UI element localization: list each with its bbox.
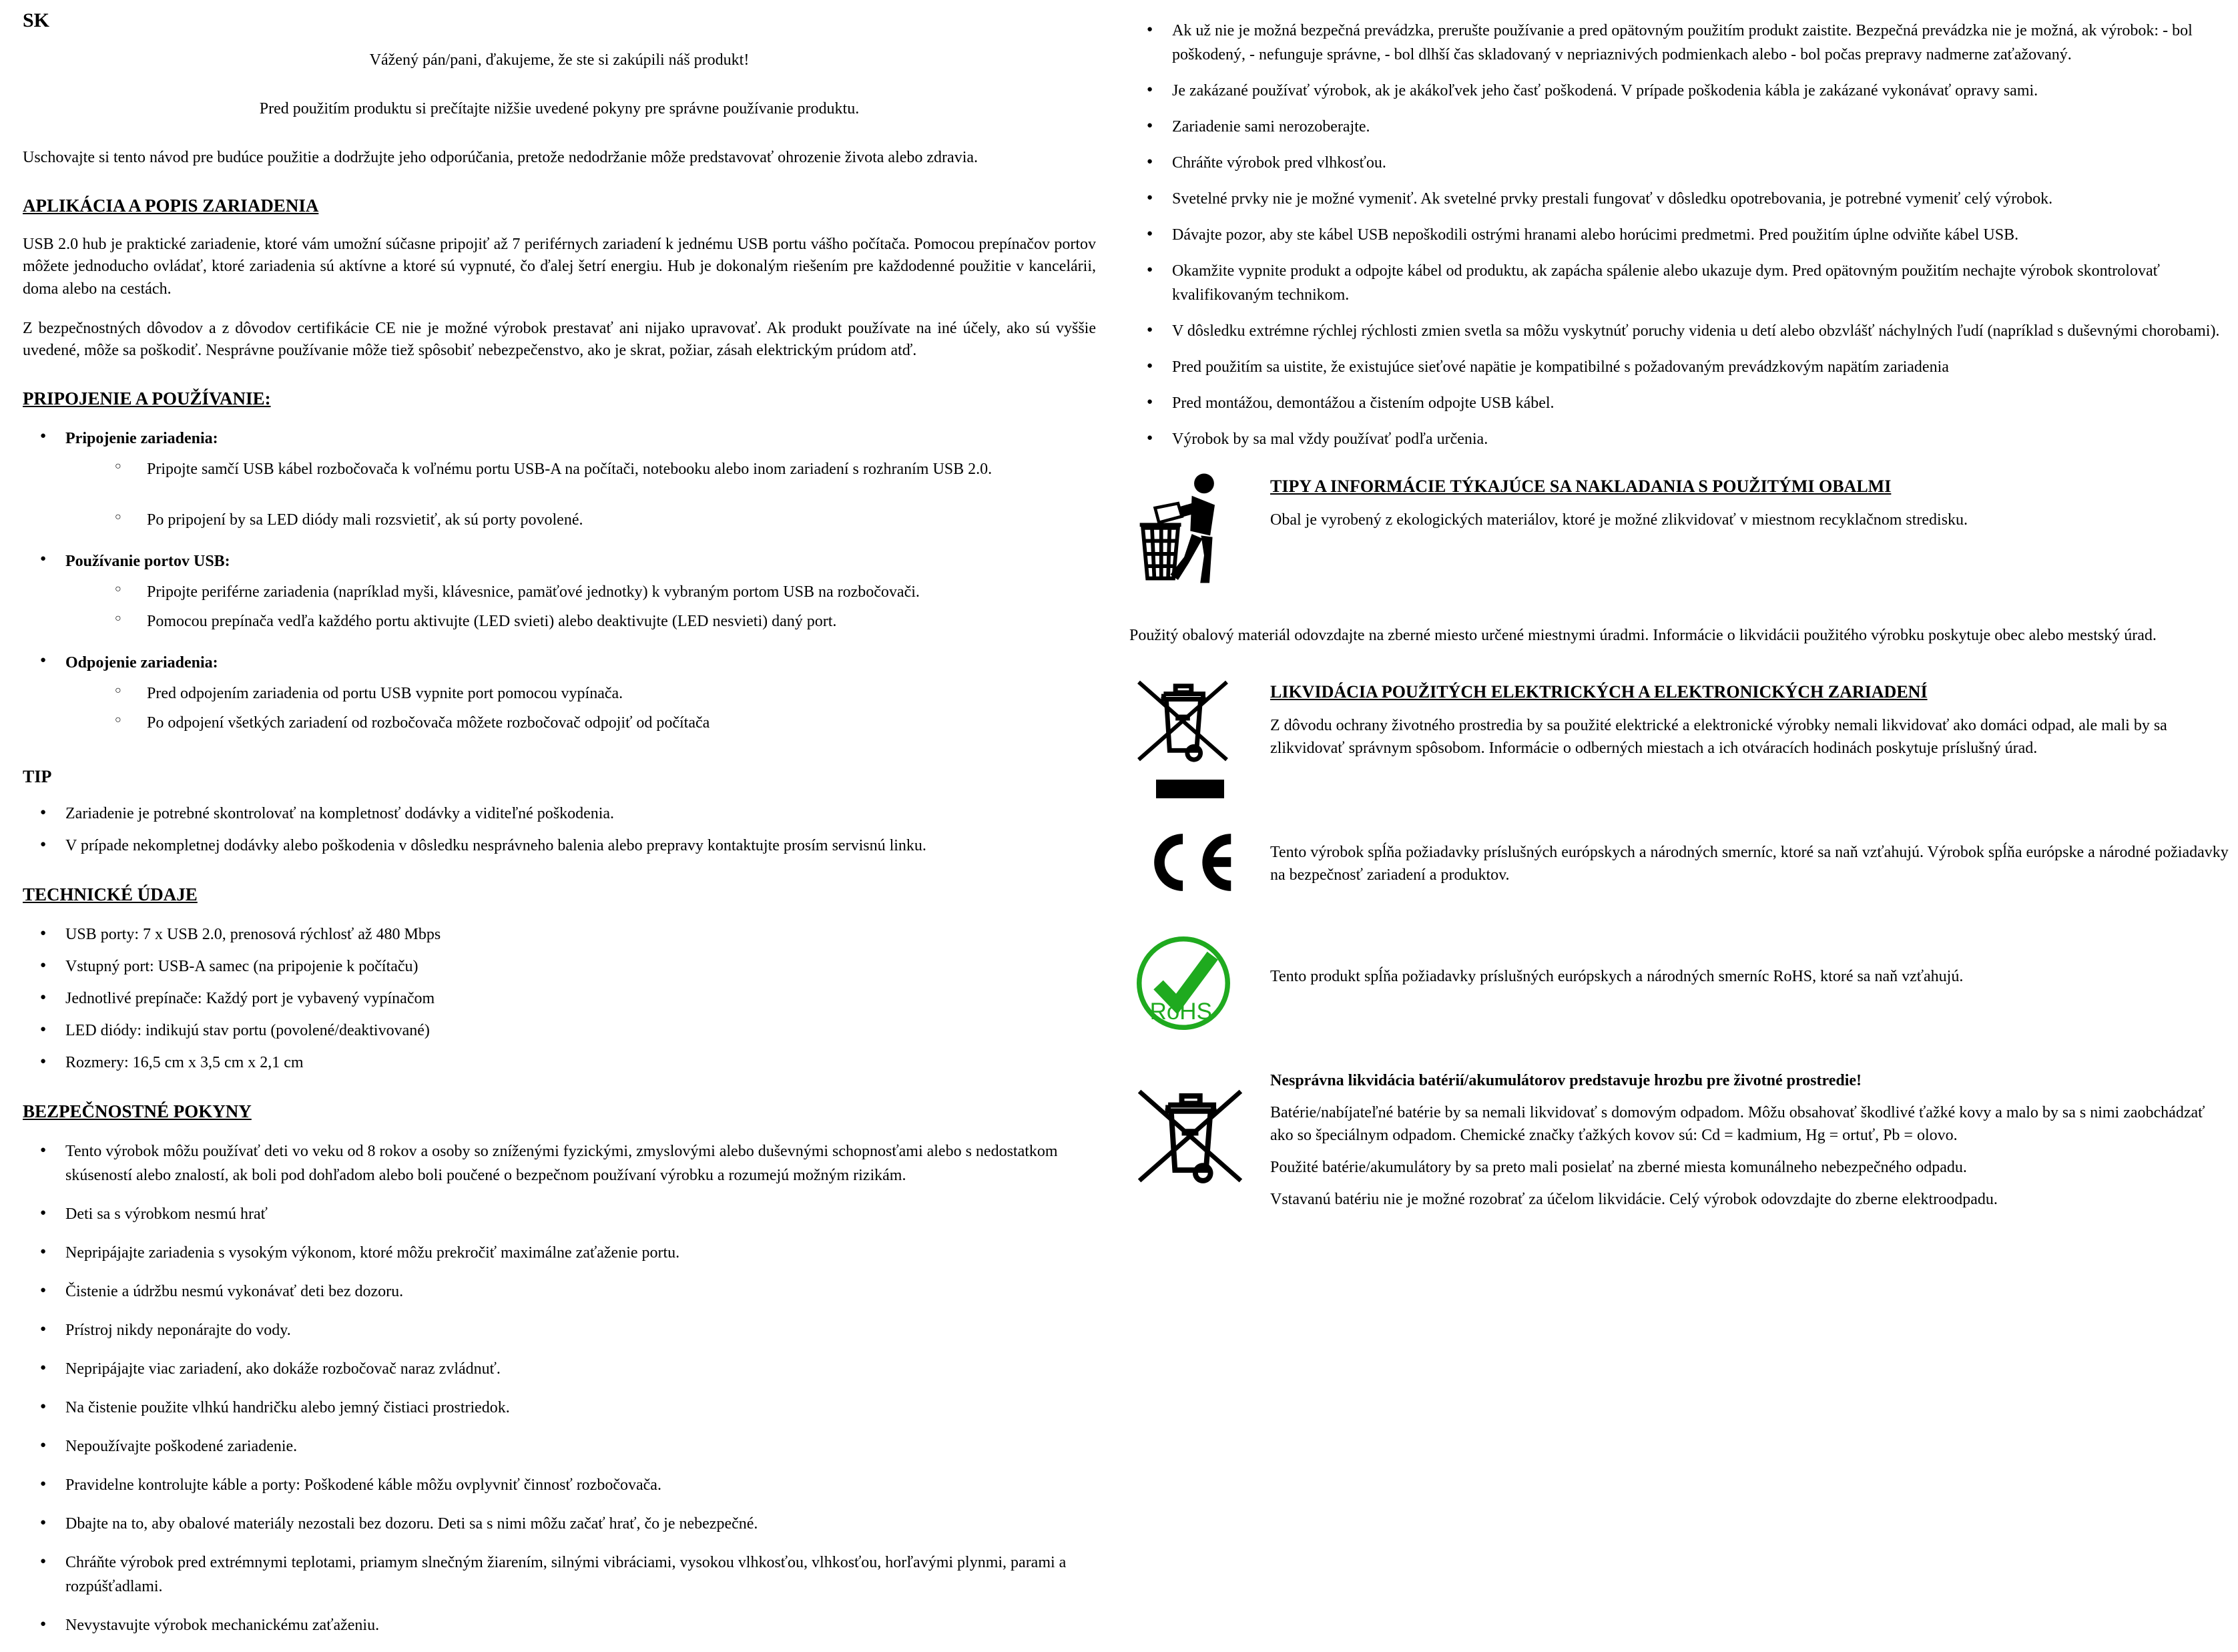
list-item: ● Nepripájajte viac zariadení, ako dokáže rozbočovač naraz zvládnuť. [23,1357,1096,1381]
rohs-text [1270,933,2229,995]
list-item: ● Výrobok by sa mal vždy používať podľa určenia. [1129,427,2229,451]
rohs-label: RoHS [1149,998,1212,1025]
packaging-text [1270,471,2229,538]
language-code: SK [23,9,50,31]
packaging-section [1129,471,2229,586]
connection-group [23,427,1096,532]
weee-section [1129,677,2229,798]
intro-keep-manual: Uschovajte si tento návod pre budúce použitie a dodržujte jeho odporúčania, pretože nedodržanie môže predstavovať ohrozenie života alebo zdravia. [23,149,978,167]
weee-text [1270,677,2229,766]
list-item: ● Pred montážou, demontážou a čistením odpojte USB kábel. [1129,391,2229,415]
connection-group-label: ● Používanie portov USB: [65,552,230,570]
battery-paragraph-3: Vstavanú batériu nie je možné rozobrať za účelom likvidácie. Celý výrobok odovzdajte do zberne elektroodpadu. [1270,1191,1998,1209]
list-item: ● Svetelné prvky nie je možné vymeniť. Ak svetelné prvky prestali fungovať v dôsledku opotrebovania, je potrebné vymeniť celý výrobok. [1129,187,2229,211]
list-item: ● Deti sa s výrobkom nesmú hrať [23,1202,1096,1226]
list-item: ● Nepoužívajte poškodené zariadenie. [23,1434,1096,1458]
list-item: ● Dávajte pozor, aby ste kábel USB nepoškodili ostrými hranami alebo horúcimi predmetmi. Pred použitím úplne odviňte kábel USB. [1129,223,2229,247]
weee-title: LIKVIDÁCIA POUŽITÝCH ELEKTRICKÝCH A ELEKTRONICKÝCH ZARIADENÍ [1270,682,1928,702]
list-item: ● Pravidelne kontrolujte káble a porty: Poškodené káble môžu ovplyvniť činnosť rozbočovača. [23,1473,1096,1497]
ce-mark-icon [1133,829,1237,896]
list-item: ● Tento výrobok môžu používať deti vo veku od 8 rokov a osoby so zníženými fyzickými, zmyslovými alebo duševnými schopnosťami alebo s nedostatkom skúseností alebo znalostí, ak boli pod dohľadom alebo boli poučené o bezpečnom používaní výrobku a rozumejú možným rizikám. [23,1139,1096,1187]
list-item: ● LED diódy: indikujú stav portu (povolené/deaktivované) [23,1019,1096,1043]
list-item: ● Vstupný port: USB-A samec (na pripojenie k počítaču) [23,954,1096,979]
connection-group-label: ● Odpojenie zariadenia: [65,653,218,671]
connection-sublist [65,457,1096,532]
application-paragraph-2: Z bezpečnostných dôvodov a z dôvodov certifikácie CE nie je možné výrobok prestavať ani nijako upravovať. Ak produkt používate na iné účely, ako sú vyššie uvedené, môže sa poškodiť. Nesprávne používanie môže tiež spôsobiť nebezpečenstvo, ako je skrat, požiar, zásah elektrickým prúdom atď. [23,319,1096,359]
connection-group [23,549,1096,633]
rohs-icon-cell [1129,933,1270,1033]
ce-text [1270,829,2229,893]
connection-sublist [65,580,1096,633]
weee-black-bar [1156,780,1224,798]
battery-title: Nesprávna likvidácia batérií/akumulátorov predstavuje hrozbu pre životné prostredie! [1270,1072,1862,1089]
section-title-application: APLIKÁCIA A POPIS ZARIADENIA [23,196,319,216]
tidyman-icon [1133,471,1233,586]
packaging-body: Obal je vyrobený z ekologických materiálov, ktoré je možné zlikvidovať v miestnom recyklačnom stredisku. [1270,511,1968,529]
battery-paragraph-2: Použité batérie/akumulátory by sa preto mali posielať na zberné miesta komunálneho nebezpečného odpadu. [1270,1159,1967,1177]
list-item: ● Čistenie a údržbu nesmú vykonávať deti bez dozoru. [23,1280,1096,1304]
battery-text [1270,1068,2229,1220]
safety-list-left [23,1139,1096,1637]
list-item: ● Na čistenie použite vlhkú handričku alebo jemný čistiaci prostriedok. [23,1396,1096,1420]
list-item: ○ Pomocou prepínača vedľa každého portu aktivujte (LED svieti) alebo deaktivujte (LED nesvieti) daný port. [65,609,1096,633]
weee-body: Z dôvodu ochrany životného prostredia by sa použité elektrické a elektronické výrobky nemali likvidovať ako domáci odpad, ale mali by sa zlikvidovať správnym spôsobom. Informácie o odberných miestach a ich otváracích hodinách poskytuje príslušný úrad. [1270,716,2167,757]
section-title-safety: BEZPEČNOSTNÉ POKYNY [23,1101,252,1121]
list-item: ● Okamžite vypnite produkt a odpojte kábel od produktu, ak zapácha spálenie alebo ukazuje dym. Pred opätovným použitím nechajte výrobok skontrolovať kvalifikovaným technikom. [1129,259,2229,307]
list-item: ● Prístroj nikdy neponárajte do vody. [23,1318,1096,1342]
connection-sublist [65,681,1096,735]
connection-group-label: ● Pripojenie zariadenia: [65,429,218,447]
packaging-icon-cell [1129,471,1270,586]
list-item: ● V prípade nekompletnej dodávky alebo poškodenia v dôsledku nesprávneho balenia alebo prepravy kontaktujte prosím servisnú linku. [23,834,1096,858]
list-item: ○ Po pripojení by sa LED diódy mali rozsvietiť, ak sú porty povolené. [65,508,1096,532]
list-item: ● Rozmery: 16,5 cm x 3,5 cm x 2,1 cm [23,1051,1096,1075]
intro-thanks: Vážený pán/pani, ďakujeme, že ste si zakúpili náš produkt! [369,51,750,69]
intro-read-instructions: Pred použitím produktu si prečítajte nižšie uvedené pokyny pre správne používanie produktu. [259,100,860,118]
rohs-body: Tento produkt spĺňa požiadavky príslušných európskych a národných smerníc RoHS, ktoré sa naň vzťahujú. [1270,968,1964,985]
list-item: ● Chráňte výrobok pred vlhkosťou. [1129,151,2229,175]
tech-list [23,922,1096,1075]
list-item: ● Nepripájajte zariadenia s vysokým výkonom, ktoré môžu prekročiť maximálne zaťaženie portu. [23,1241,1096,1265]
list-item: ● USB porty: 7 x USB 2.0, prenosová rýchlosť až 480 Mbps [23,922,1096,946]
battery-icon-cell [1129,1068,1270,1187]
list-item: ● Ak už nie je možná bezpečná prevádzka, prerušte používanie a pred opätovným použitím produkt zaistite. Bezpečná prevádzka nie je možná, ak výrobok: - bol poškodený, - nefunguje správne, - bol dlhší čas skladovaný v nepriaznivých podmienkach alebo - bol počas prepravy nadmerne zaťažovaný. [1129,19,2229,67]
list-item: ○ Po odpojení všetkých zariadení od rozbočovača môžete rozbočovač odpojiť od počítača [65,711,1096,735]
tip-list [23,802,1096,858]
list-item: ● Pred použitím sa uistite, že existujúce sieťové napätie je kompatibilné s požadovaným prevádzkovým napätím zariadenia [1129,355,2229,379]
rohs-icon [1133,933,1233,1033]
list-item: ● Zariadenie je potrebné skontrolovať na kompletnosť dodávky a viditeľné poškodenia. [23,802,1096,826]
list-item: ● Nevystavujte výrobok mechanickému zaťaženiu. [23,1613,1096,1637]
list-item: ○ Pripojte periférne zariadenia (napríklad myši, klávesnice, pamäťové jednotky) k vybraným portom USB na rozbočovači. [65,580,1096,604]
section-title-tip: TIP [23,766,52,786]
weee-bin-icon [1133,677,1232,765]
weee-icon-cell [1129,677,1270,798]
packaging-note: Použitý obalový materiál odovzdajte na zberné miesto určené miestnymi úradmi. Informácie o likvidácii použitého výrobku poskytuje obec alebo mestský úrad. [1129,627,2157,644]
list-item: ● Chráňte výrobok pred extrémnymi teplotami, priamym slnečným žiarením, silnými vibráciami, vysokou vlhkosťou, vlhkosťou, horľavými plynmi, parami a rozpúšťadlami. [23,1551,1096,1599]
application-paragraph-1: USB 2.0 hub je praktické zariadenie, ktoré vám umožní súčasne pripojiť až 7 periférnych zariadení k jednému USB portu vášho počítača. Pomocou prepínačov portov môžete jednoducho ovládať, ktoré zariadenia sú aktívne a ktoré sú vypnuté, čo ďalej šetrí energiu. Hub je dokonalým riešením pre každodenné použitie v kancelárii, doma alebo na cestách. [23,236,1096,298]
list-item: ● Jednotlivé prepínače: Každý port je vybavený vypínačom [23,987,1096,1011]
ce-section [1129,829,2229,896]
connection-list [23,427,1096,735]
section-title-connection: PRIPOJENIE A POUŽÍVANIE: [23,388,271,408]
list-item: ● Zariadenie sami nerozoberajte. [1129,115,2229,139]
battery-bin-icon [1133,1085,1247,1187]
rohs-section [1129,933,2229,1033]
ce-icon-cell [1129,829,1270,896]
packaging-title: TIPY A INFORMÁCIE TÝKAJÚCE SA NAKLADANIA S POUŽITÝMI OBALMI [1270,477,1892,496]
battery-paragraph-1: Batérie/nabíjateľné batérie by sa nemali likvidovať s domovým odpadom. Môžu obsahovať škodlivé ťažké kovy a malo by sa s nimi zaobchádzať ako so špeciálnym odpadom. Chemické značky ťažkých kovov sú: Cd = kadmium, Hg = ortuť, Pb = olovo. [1270,1104,2205,1145]
left-column [23,9,1096,1652]
safety-list-right [1129,19,2229,451]
list-item: ● V dôsledku extrémne rýchlej rýchlosti zmien svetla sa môžu vyskytnúť poruchy videnia u detí alebo obzvlášť náchylných ľudí (napríklad s duševnými chorobami). [1129,319,2229,343]
list-item: ● Dbajte na to, aby obalové materiály nezostali bez dozoru. Deti sa s nimi môžu začať hrať, čo je nebezpečné. [23,1512,1096,1536]
ce-body: Tento výrobok spĺňa požiadavky príslušných európskych a národných smerníc, ktoré sa naň vzťahujú. Výrobok spĺňa európske a národné požiadavky na bezpečnosť zariadení a produktov. [1270,844,2229,884]
connection-group [23,651,1096,735]
section-title-tech: TECHNICKÉ ÚDAJE [23,884,198,904]
list-item: ○ Pred odpojením zariadenia od portu USB vypnite port pomocou vypínača. [65,681,1096,706]
list-item: ○ Pripojte samčí USB kábel rozbočovača k voľnému portu USB-A na počítači, notebooku alebo inom zariadení s rozhraním USB 2.0. [65,457,1096,481]
battery-section [1129,1068,2229,1220]
list-item: ● Je zakázané používať výrobok, ak je akákoľvek jeho časť poškodená. V prípade poškodenia kábla je zakázané vykonávať opravy sami. [1129,79,2229,103]
right-column [1129,9,2229,1220]
